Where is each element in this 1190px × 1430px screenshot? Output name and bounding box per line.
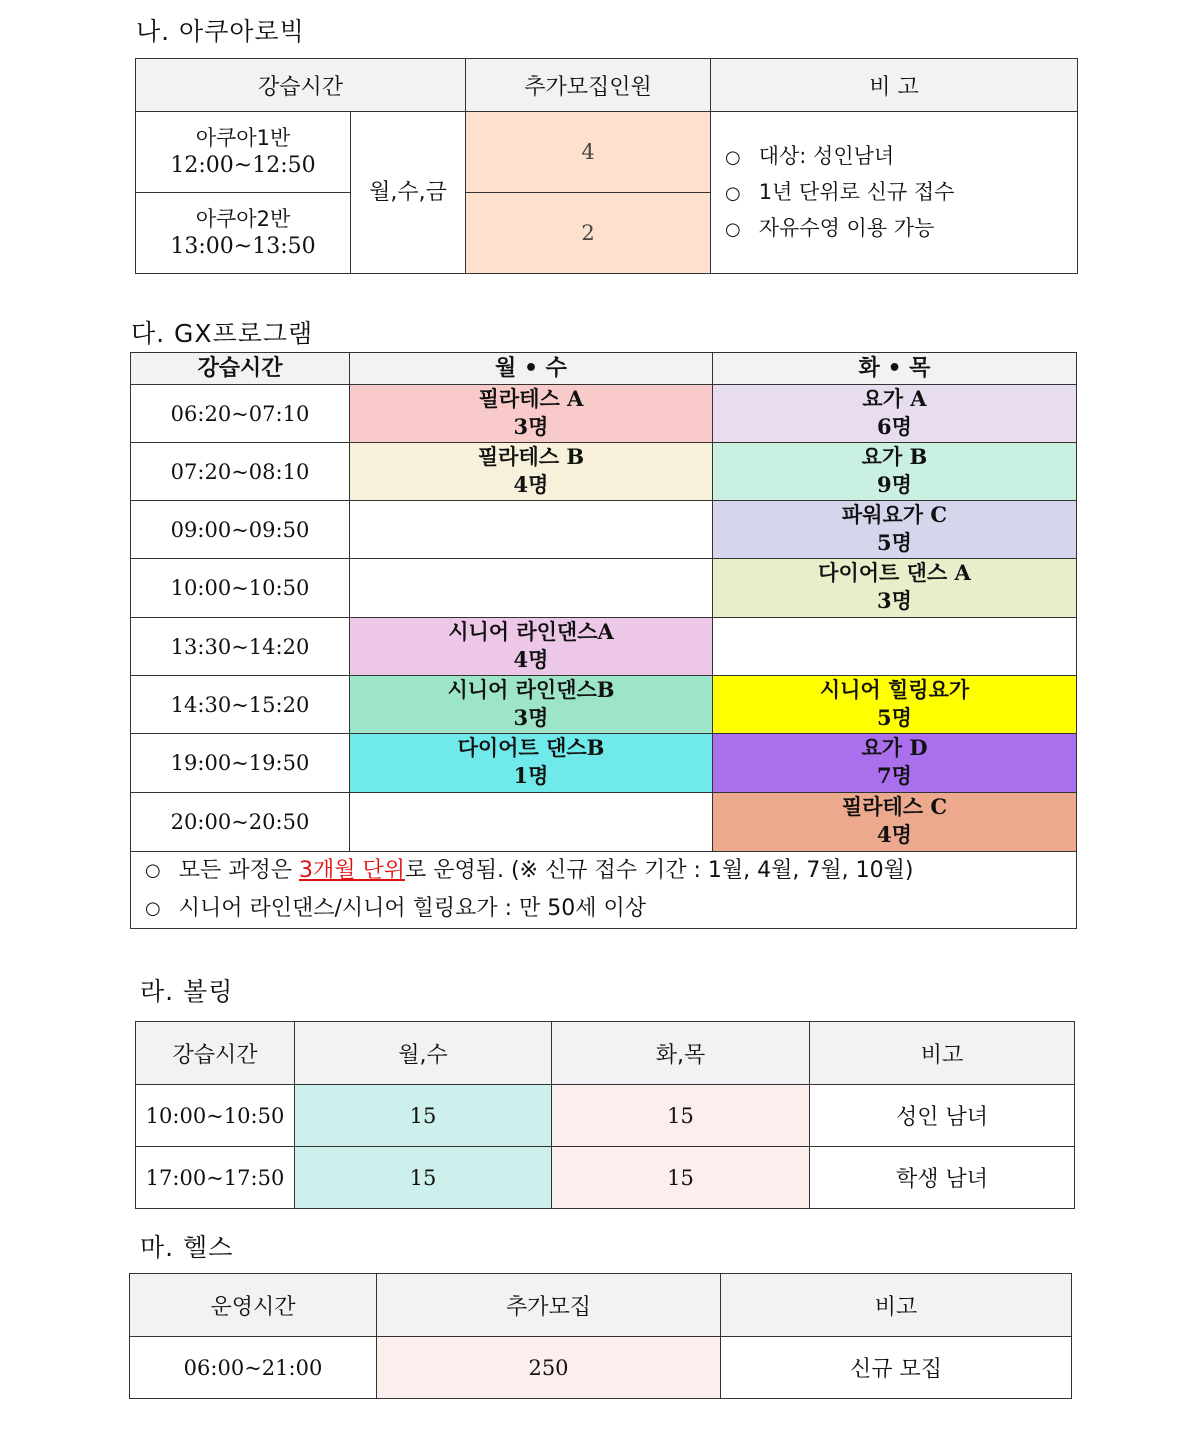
health-header-count: 추가모집 <box>377 1274 721 1337</box>
gx-header-tt: 화 • 목 <box>713 353 1077 385</box>
bowling-table <box>135 1021 1075 1209</box>
gx-class-cell <box>713 559 1077 618</box>
bowling-time: 17:00~17:50 <box>136 1147 295 1209</box>
gx-class-name: 시니어 힐링요가 <box>819 677 970 702</box>
gx-class-cell <box>713 676 1077 734</box>
gx-note-text: 시니어 라인댄스/시니어 힐링요가 : 만 50세 이상 <box>178 896 647 921</box>
aqua-days: 월,수,금 <box>351 112 466 274</box>
aqua-notes <box>711 112 1078 274</box>
gx-class-name: 시니어 라인댄스B <box>447 677 615 702</box>
health-header-time: 운영시간 <box>130 1274 377 1337</box>
table-row <box>131 734 1077 793</box>
gx-class-cell <box>713 443 1077 501</box>
table-row <box>130 1337 1072 1399</box>
gx-class-count: 5명 <box>877 705 912 730</box>
gx-class-count: 7명 <box>877 763 912 788</box>
bullet-circle-icon: ○ <box>725 218 741 240</box>
gx-class-cell <box>350 618 713 676</box>
gx-class-cell <box>713 385 1077 443</box>
table-row <box>131 676 1077 734</box>
gx-time: 13:30~14:20 <box>131 618 350 676</box>
health-table <box>129 1273 1072 1399</box>
aqua-note-text: 대상: 성인남녀 <box>758 143 895 168</box>
gx-time: 20:00~20:50 <box>131 793 350 852</box>
gx-header-mw: 월 • 수 <box>350 353 713 385</box>
gx-note-highlight: 3개월 단위 <box>298 858 405 883</box>
aqua-header-note: 비 고 <box>711 59 1078 112</box>
aqua-class-cell <box>136 193 351 274</box>
gx-note-item <box>131 852 1076 890</box>
gx-class-count: 4명 <box>877 822 912 847</box>
gx-table <box>130 352 1077 929</box>
gx-class-name: 다이어트 댄스 A <box>818 560 971 585</box>
gx-empty-cell <box>350 559 713 618</box>
gx-header-time: 강습시간 <box>131 353 350 385</box>
aqua-note-text: 자유수영 이용 가능 <box>758 215 935 240</box>
aqua-class-cell <box>136 112 351 193</box>
bowling-tt-count: 15 <box>552 1085 810 1147</box>
bowling-heading: 라. 볼링 <box>140 977 234 1006</box>
gx-time: 19:00~19:50 <box>131 734 350 793</box>
table-row <box>131 618 1077 676</box>
bowling-header-tt: 화,목 <box>552 1022 810 1085</box>
bowling-header-time: 강습시간 <box>136 1022 295 1085</box>
aqua-heading: 나. 아쿠아로빅 <box>136 17 305 46</box>
bullet-circle-icon: ○ <box>725 182 741 204</box>
gx-class-count: 3명 <box>513 414 549 439</box>
table-row <box>131 443 1077 501</box>
gx-class-name: 시니어 라인댄스A <box>448 619 614 644</box>
bullet-circle-icon: ○ <box>145 898 161 919</box>
bowling-mw-count: 15 <box>295 1085 552 1147</box>
bowling-time: 10:00~10:50 <box>136 1085 295 1147</box>
aqua-note-item <box>725 175 1077 211</box>
gx-note-item <box>131 890 1076 928</box>
bowling-tt-count: 15 <box>552 1147 810 1209</box>
gx-time: 14:30~15:20 <box>131 676 350 734</box>
health-heading: 마. 헬스 <box>140 1233 234 1262</box>
gx-class-count: 5명 <box>877 530 912 555</box>
table-row <box>131 501 1077 559</box>
bowling-header-note: 비고 <box>810 1022 1075 1085</box>
gx-class-cell <box>713 734 1077 793</box>
bullet-circle-icon: ○ <box>725 146 741 168</box>
gx-note-part: 모든 과정은 <box>178 858 299 883</box>
gx-class-name: 필라테스 C <box>841 794 948 819</box>
gx-class-count: 6명 <box>877 414 912 439</box>
table-row <box>136 1147 1075 1209</box>
gx-time: 06:20~07:10 <box>131 385 350 443</box>
gx-empty-cell <box>350 793 713 852</box>
aqua-note-item <box>725 211 1077 247</box>
gx-class-cell <box>713 501 1077 559</box>
health-time: 06:00~21:00 <box>130 1337 377 1399</box>
aqua-class-time: 13:00~13:50 <box>170 234 316 259</box>
gx-class-cell <box>350 443 713 501</box>
aqua-header-time: 강습시간 <box>136 59 466 112</box>
bowling-note: 성인 남녀 <box>810 1085 1075 1147</box>
gx-class-name: 필라테스 A <box>478 386 584 411</box>
gx-class-count: 3명 <box>513 705 549 730</box>
table-row <box>136 1085 1075 1147</box>
health-count: 250 <box>377 1337 721 1399</box>
health-header-note: 비고 <box>721 1274 1072 1337</box>
gx-time: 10:00~10:50 <box>131 559 350 618</box>
bullet-circle-icon: ○ <box>145 860 161 881</box>
table-row <box>131 559 1077 618</box>
table-row <box>131 385 1077 443</box>
gx-class-name: 요가 D <box>861 735 928 760</box>
gx-notes <box>131 852 1077 929</box>
gx-time: 07:20~08:10 <box>131 443 350 501</box>
aqua-note-item <box>725 139 1077 175</box>
gx-class-count: 4명 <box>513 647 549 672</box>
aqua-header-count: 추가모집인원 <box>466 59 711 112</box>
aqua-table <box>135 58 1078 274</box>
bowling-header-mw: 월,수 <box>295 1022 552 1085</box>
gx-class-cell <box>350 734 713 793</box>
gx-class-count: 9명 <box>877 472 912 497</box>
aqua-class-time: 12:00~12:50 <box>170 153 316 178</box>
gx-note-text <box>179 857 914 885</box>
gx-class-name: 필라테스 B <box>477 444 585 469</box>
gx-class-name: 파워요가 C <box>841 502 948 527</box>
aqua-note-text: 1년 단위로 신규 접수 <box>758 179 955 204</box>
aqua-class-name: 아쿠아1반 <box>195 126 291 150</box>
gx-class-name: 요가 A <box>862 386 927 411</box>
table-row <box>131 793 1077 852</box>
health-note: 신규 모집 <box>721 1337 1072 1399</box>
gx-heading: 다. GX프로그램 <box>131 319 314 348</box>
gx-class-count: 1명 <box>513 763 549 788</box>
gx-time: 09:00~09:50 <box>131 501 350 559</box>
aqua-count: 2 <box>466 193 711 274</box>
gx-class-cell <box>350 676 713 734</box>
gx-empty-cell <box>713 618 1077 676</box>
aqua-class-name: 아쿠아2반 <box>195 207 291 231</box>
gx-class-cell <box>713 793 1077 852</box>
gx-empty-cell <box>350 501 713 559</box>
aqua-count: 4 <box>466 112 711 193</box>
gx-class-name: 요가 B <box>861 444 928 469</box>
gx-class-count: 4명 <box>513 472 549 497</box>
gx-class-count: 3명 <box>877 588 912 613</box>
gx-note-part: 로 운영됨. (※ 신규 접수 기간 : 1월, 4월, 7월, 10월) <box>404 858 914 883</box>
bowling-note: 학생 남녀 <box>810 1147 1075 1209</box>
gx-class-cell <box>350 385 713 443</box>
bowling-mw-count: 15 <box>295 1147 552 1209</box>
gx-class-name: 다이어트 댄스B <box>457 735 605 760</box>
